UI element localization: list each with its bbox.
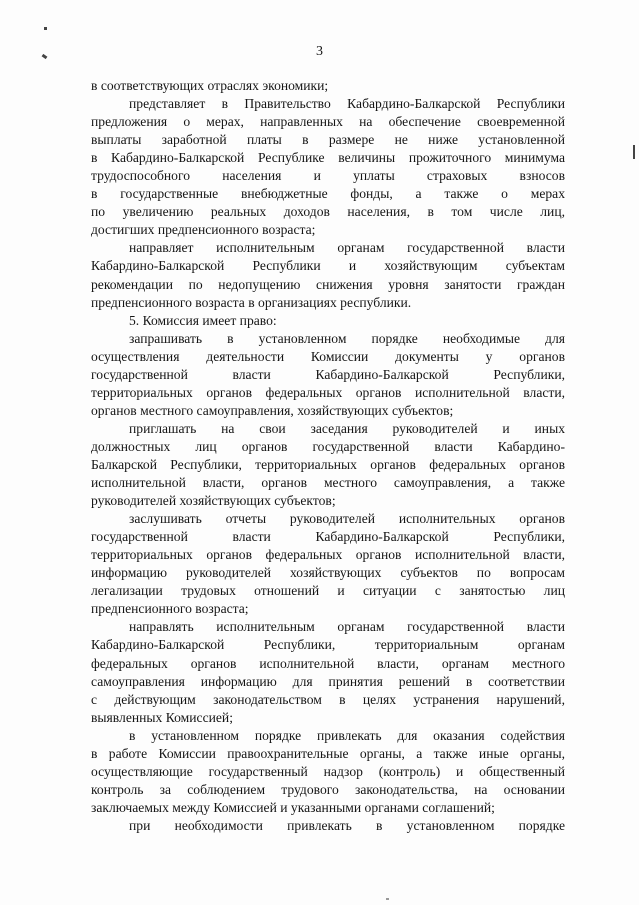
text-line: самоуправления информацию для принятия решений в соответствии [91, 673, 565, 689]
text-line: в государственные внебюджетные фонды, а также о мерах [91, 186, 565, 202]
text-line: в соответствующих отраслях экономики; [91, 78, 329, 93]
text-line: территориальных органов федеральных органов исполнительной власти, [91, 547, 565, 563]
text-line: по увеличению реальных доходов населения, в том числе лиц, [91, 204, 565, 220]
text-line: предпенсионного возраста; [91, 601, 249, 617]
text-line: осуществления деятельности Комиссии документы у органов [91, 348, 565, 364]
scan-mark [44, 27, 47, 30]
text-line: направлять исполнительным органам государственной власти [129, 619, 565, 635]
text-line: предпенсионного возраста в организациях республики. [91, 294, 412, 310]
text-line: с действующим законодательством в целях устранения нарушений, [91, 691, 565, 707]
text-line: легализации трудовых отношений и ситуации с занятостью лиц [91, 583, 565, 599]
text-line: рекомендации по недопущению снижения уровня занятости граждан [91, 276, 565, 292]
text-line: представляет в Правительство Кабардино-Балкарской Республики [129, 96, 565, 112]
text-line: выявленных Комиссией; [91, 709, 233, 725]
text-line: в установленном порядке привлекать для оказания содействия [129, 727, 565, 743]
scan-mark [633, 145, 635, 159]
text-line: Балкарской Республики, территориальных органов федеральных органов [91, 456, 565, 472]
text-line: трудоспособного населения и уплаты страховых взносов [91, 168, 565, 184]
text-line: заслушивать отчеты руководителей исполнительных органов [129, 511, 565, 527]
text-line: Кабардино-Балкарской Республики и хозяйствующим субъектам [91, 258, 565, 274]
text-line: при необходимости привлекать в установленном порядке [129, 817, 565, 833]
text-line: информацию руководителей хозяйствующих субъектов по вопросам [91, 565, 565, 581]
text-line: запрашивать в установленном порядке необходимые для [129, 330, 565, 346]
text-line: исполнительной власти, органов местного самоуправления, а также [91, 475, 565, 491]
text-line: приглашать на свои заседания руководителей и иных [129, 420, 565, 436]
text-line: государственной власти Кабардино-Балкарской Республики, [91, 366, 565, 382]
scan-mark [386, 898, 389, 900]
text-line: осуществляющие государственный надзор (контроль) и общественный [91, 763, 565, 779]
text-line: государственной власти Кабардино-Балкарской Республики, [91, 529, 565, 545]
text-line: направляет исполнительным органам государственной власти [129, 240, 565, 256]
text-line: достигших предпенсионного возраста; [91, 222, 316, 238]
text-line: территориальных органов федеральных органов исполнительной власти, [91, 384, 565, 400]
text-line: Кабардино-Балкарской Республики, территориальным органам [91, 637, 565, 653]
text-line: выплаты заработной платы в размере не ниже установленной [91, 132, 565, 148]
text-line: федеральных органов исполнительной власти, органам местного [91, 655, 565, 671]
text-line: заключаемых между Комиссией и указанными органами соглашений; [91, 799, 495, 815]
text-line: контроль за соблюдением трудового законодательства, на основании [91, 781, 565, 797]
document-body [91, 77, 565, 835]
text-line: 5. Комиссия имеет право: [129, 312, 277, 328]
text-line: руководителей хозяйствующих субъектов; [91, 493, 336, 509]
page-number: 3 [316, 44, 323, 59]
text-line: в Кабардино-Балкарской Республике величины прожиточного минимума [91, 150, 565, 166]
text-line: предложения о мерах, направленных на обеспечение своевременной [91, 114, 565, 130]
text-line: органов местного самоуправления, хозяйствующих субъектов; [91, 402, 454, 418]
text-line: в работе Комиссии правоохранительные органы, а также иные органы, [91, 745, 565, 761]
text-line: должностных лиц органов государственной власти Кабардино- [91, 438, 565, 454]
